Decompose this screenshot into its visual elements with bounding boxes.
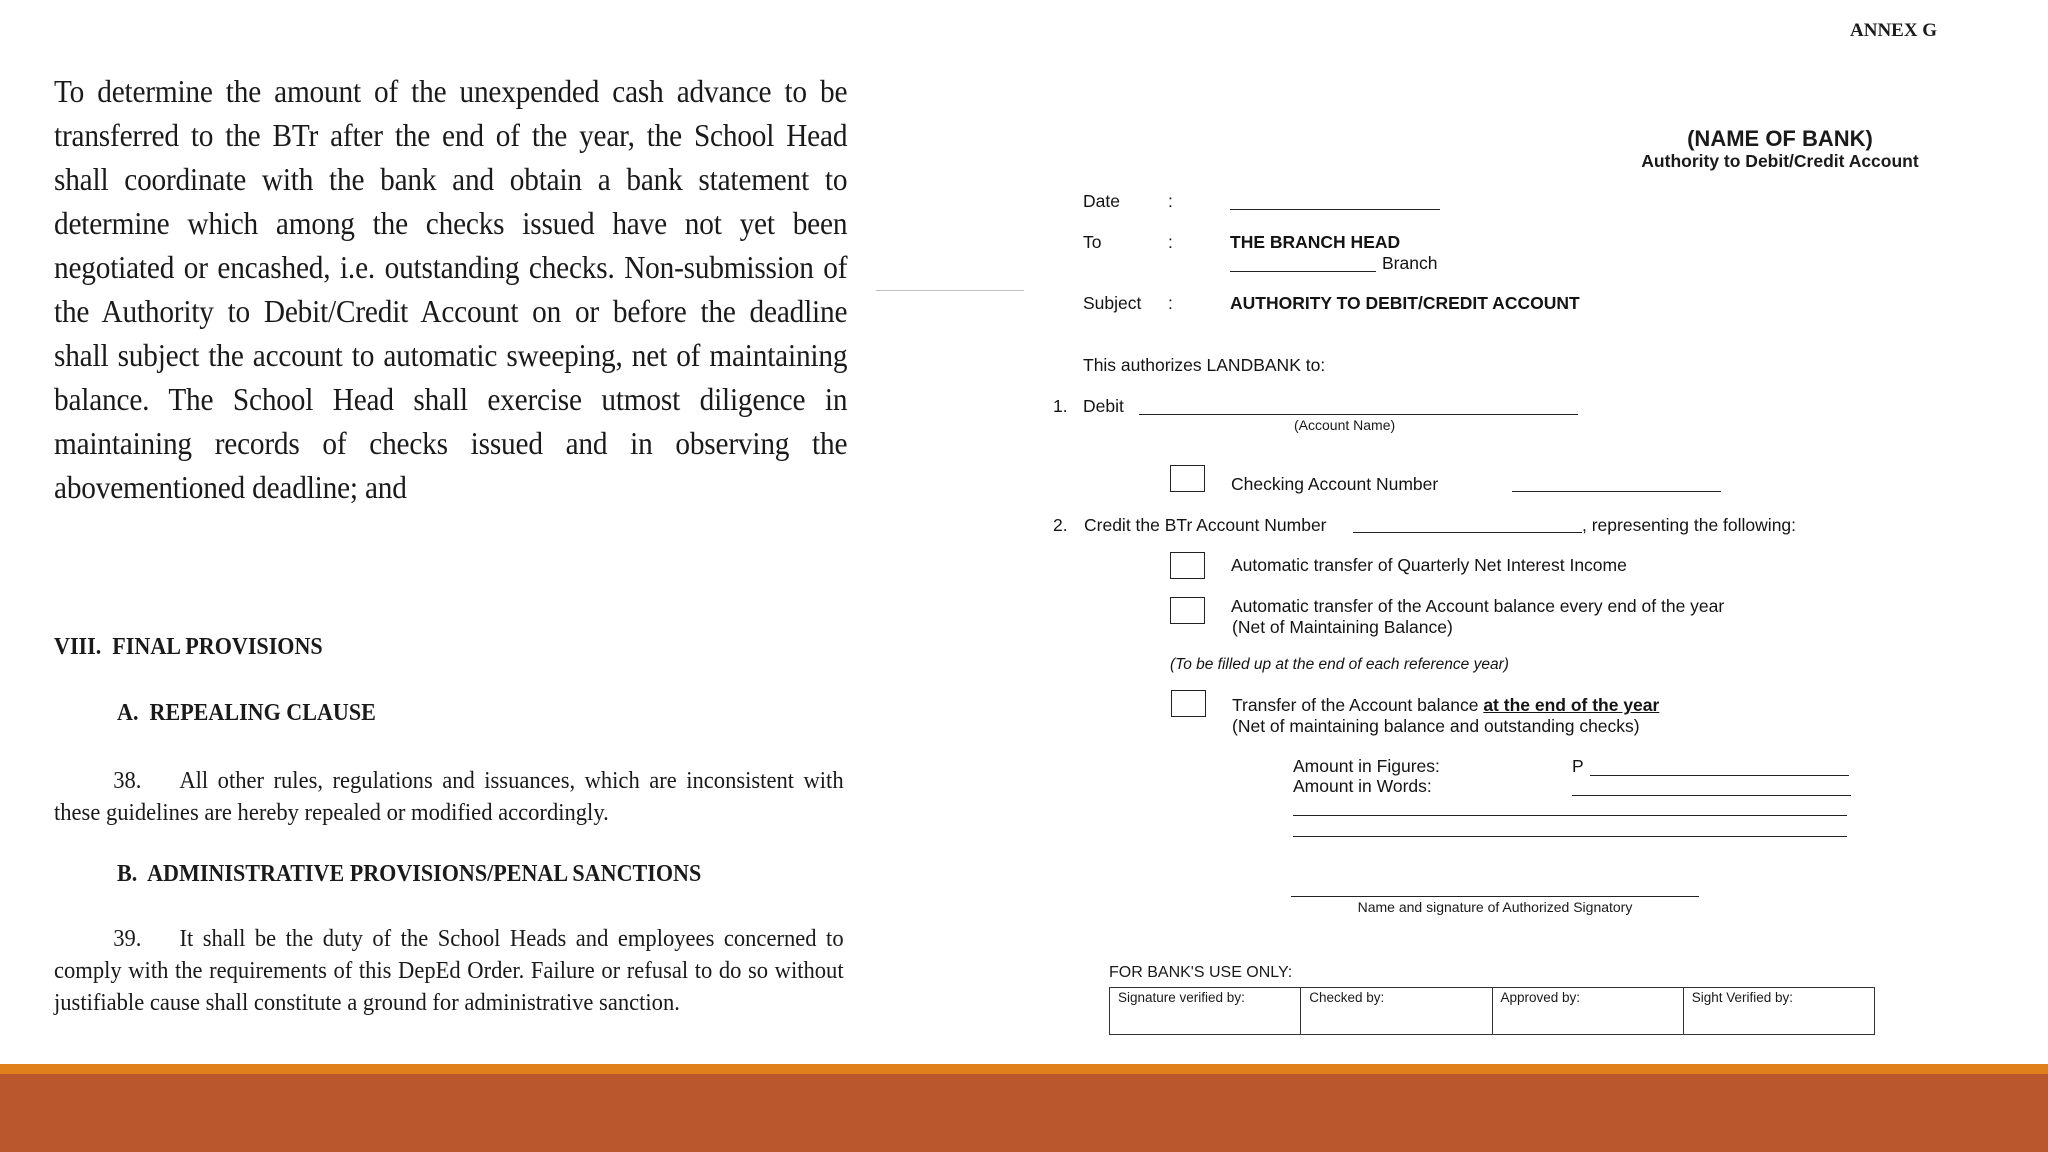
accent-stripe bbox=[0, 1064, 2048, 1074]
date-label: Date bbox=[1083, 191, 1120, 211]
amount-words-field-1[interactable] bbox=[1572, 795, 1851, 796]
footer-band bbox=[0, 1074, 2048, 1152]
account-name-field[interactable] bbox=[1139, 414, 1578, 415]
bank-use-title: FOR BANK'S USE ONLY: bbox=[1109, 964, 1293, 981]
date-colon: : bbox=[1168, 191, 1173, 211]
yearend-balance-label-1: Automatic transfer of the Account balance every end of the year bbox=[1231, 596, 1725, 616]
subheading-administrative-provisions bbox=[117, 861, 701, 888]
amount-words-field-3[interactable] bbox=[1293, 836, 1847, 837]
bank-use-cell[interactable]: Checked by: bbox=[1301, 988, 1492, 1034]
amount-words-label: Amount in Words: bbox=[1293, 776, 1432, 796]
section-number: VIII. bbox=[54, 634, 102, 660]
section-heading-final-provisions bbox=[54, 634, 323, 661]
divider-line bbox=[876, 290, 1024, 291]
item-2-number: 2. bbox=[1053, 515, 1068, 535]
bank-use-cell[interactable]: Sight Verified by: bbox=[1691, 990, 1794, 1005]
credit-label: Credit the BTr Account Number bbox=[1084, 515, 1327, 535]
annex-label: ANNEX G bbox=[1850, 20, 1938, 41]
subheading-a-title: REPEALING CLAUSE bbox=[149, 700, 376, 726]
authorizes-text: This authorizes LANDBANK to: bbox=[1083, 355, 1326, 375]
yearend-balance-checkbox[interactable] bbox=[1170, 597, 1205, 624]
subheading-repealing-clause bbox=[117, 700, 376, 727]
date-field[interactable] bbox=[1230, 209, 1440, 210]
checking-account-checkbox[interactable] bbox=[1170, 465, 1205, 492]
subheading-b-letter: B. bbox=[117, 861, 138, 887]
account-name-caption: (Account Name) bbox=[1294, 417, 1396, 433]
subheading-a-letter: A. bbox=[117, 700, 139, 726]
to-label: To bbox=[1083, 232, 1102, 252]
signatory-caption: Name and signature of Authorized Signatory bbox=[1357, 899, 1633, 915]
checking-account-label: Checking Account Number bbox=[1231, 474, 1439, 494]
credit-suffix: , representing the following: bbox=[1582, 515, 1797, 535]
transfer-balance-label-2: (Net of maintaining balance and outstanding checks) bbox=[1232, 716, 1640, 736]
form-title: Authority to Debit/Credit Account bbox=[1641, 151, 1919, 171]
paragraph-38: 38. All other rules, regulations and issuances, which are inconsistent with these guidelines are hereby repealed or modified accordingly. bbox=[54, 768, 844, 826]
quarterly-interest-label: Automatic transfer of Quarterly Net Interest Income bbox=[1231, 555, 1627, 575]
subject-colon: : bbox=[1168, 293, 1173, 313]
section-title: FINAL PROVISIONS bbox=[112, 634, 323, 660]
to-colon: : bbox=[1168, 232, 1173, 252]
branch-label: Branch bbox=[1382, 253, 1438, 273]
yearend-balance-label-2: (Net of Maintaining Balance) bbox=[1232, 617, 1453, 637]
btr-account-field[interactable] bbox=[1353, 532, 1582, 533]
subject-value: AUTHORITY TO DEBIT/CREDIT ACCOUNT bbox=[1230, 293, 1580, 313]
amount-figures-field[interactable] bbox=[1590, 775, 1849, 776]
branch-field[interactable] bbox=[1230, 271, 1376, 272]
transfer-balance-emphasis: at the end of the year bbox=[1483, 695, 1660, 715]
to-value: THE BRANCH HEAD bbox=[1230, 232, 1401, 252]
amount-words-field-2[interactable] bbox=[1293, 815, 1847, 816]
transfer-balance-checkbox[interactable] bbox=[1171, 690, 1206, 717]
checking-account-field[interactable] bbox=[1512, 491, 1721, 492]
intro-paragraph: To determine the amount of the unexpended cash advance to be transferred to the BTr after the end of the year, the School Head shall coordinate with the bank and obtain a bank statement to determine which among the checks issued have not yet been negotiated or encashed, i.e. outstanding checks. Non-submission of the Authority to Debit/Credit Account on or before the deadline shall subject the account to automatic sweeping, net of maintaining balance. The School Head shall exercise utmost diligence in maintaining records of checks issued and in observing the abovementioned deadline; and bbox=[54, 74, 848, 505]
quarterly-interest-checkbox[interactable] bbox=[1170, 552, 1205, 579]
signatory-field[interactable] bbox=[1291, 896, 1699, 897]
transfer-balance-prefix: Transfer of the Account balance bbox=[1232, 695, 1484, 715]
subheading-b-title: ADMINISTRATIVE PROVISIONS/PENAL SANCTIONS bbox=[147, 861, 702, 887]
debit-label: Debit bbox=[1083, 396, 1124, 416]
peso-sign: P bbox=[1572, 756, 1584, 776]
bank-name-title: (NAME OF BANK) bbox=[1687, 126, 1873, 151]
bank-use-cell[interactable]: Approved by: bbox=[1493, 988, 1684, 1034]
bank-use-table bbox=[1109, 987, 1875, 1035]
bank-use-cell[interactable]: Signature verified by: bbox=[1110, 988, 1301, 1034]
subject-label: Subject bbox=[1083, 293, 1142, 313]
reference-year-note: (To be filled up at the end of each reference year) bbox=[1170, 656, 1509, 673]
amount-figures-label: Amount in Figures: bbox=[1293, 756, 1440, 776]
paragraph-39: 39. It shall be the duty of the School Heads and employees concerned to comply with the requirements of this DepEd Order. Failure or refusal to do so without justifiable cause shall constitute a ground for administrative sanction. bbox=[54, 926, 844, 1016]
item-1-number: 1. bbox=[1053, 396, 1068, 416]
transfer-balance-label-1 bbox=[1232, 695, 1659, 716]
